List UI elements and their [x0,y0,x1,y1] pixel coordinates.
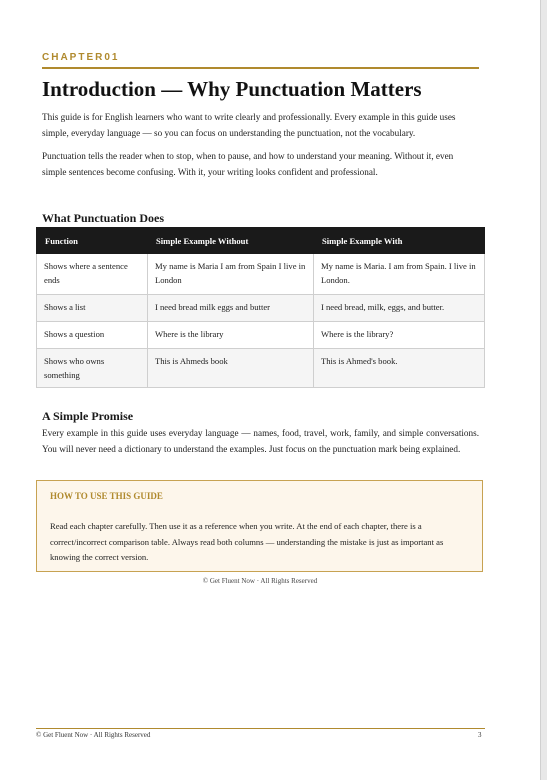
intro-paragraph-2: Punctuation tells the reader when to stop, when to pause, and how to understand your meaning. Without it, even simple sentences become confusing. With it, your writing looks confident and professional. [42,151,454,177]
footer-copyright: © Get Fluent Now · All Rights Reserved [36,731,151,739]
table-cell-without: I need bread milk eggs and butter [148,295,314,322]
callout-body: Read each chapter carefully. Then use it as a reference when you write. At the end of each chapter, there is a correct/incorrect comparison table. Always read both columns — understanding the mistake is just as important as knowing the correct version. [50,521,444,562]
table-cell-with: I need bread, milk, eggs, and butter. [314,295,485,322]
table-row [37,254,485,295]
page-edge [540,0,547,780]
how-to-use-callout [36,480,483,572]
table-cell-with: My name is Maria. I am from Spain. I live in London. [314,254,485,295]
table-cell-with: This is Ahmed's book. [314,349,485,388]
table-row [37,295,485,322]
punctuation-functions-table [36,227,485,388]
table-cell-function: Shows a list [37,295,148,322]
promise-paragraph: Every example in this guide uses everyday language — names, food, travel, work, family, and simple conversations. You will never need a dictionary to understand the examples. Just focus on the punctuation mark being explained. [42,428,479,454]
table-cell-without: Where is the library [148,322,314,349]
column-header-function: Function [37,228,148,254]
table-cell-function: Shows a question [37,322,148,349]
table-cell-function: Shows who owns something [37,349,148,388]
section-heading-simple-promise: A Simple Promise [42,409,134,423]
copyright-notice: © Get Fluent Now · All Rights Reserved [202,577,318,585]
chapter-label: CHAPTER01 [42,52,120,63]
column-header-without: Simple Example Without [148,228,314,254]
page-title: Introduction — Why Punctuation Matters [42,77,422,101]
chapter-divider [42,67,479,69]
table-cell-function: Shows where a sentence ends [37,254,148,295]
page-number: 3 [478,731,482,739]
footer-divider [36,728,485,729]
table-row [37,322,485,349]
callout-title: HOW TO USE THIS GUIDE [50,491,163,501]
table-cell-with: Where is the library? [314,322,485,349]
table-cell-without: This is Ahmeds book [148,349,314,388]
column-header-with: Simple Example With [314,228,485,254]
table-cell-without: My name is Maria I am from Spain I live in London [148,254,314,295]
table-row [37,349,485,388]
table-header-row [37,228,485,254]
intro-paragraph-1: This guide is for English learners who want to write clearly and professionally. Every example in this guide uses simple, everyday language — so you can focus on understanding the punctuation, not the vocabulary. [42,112,456,138]
section-heading-what-punctuation-does: What Punctuation Does [42,211,165,225]
